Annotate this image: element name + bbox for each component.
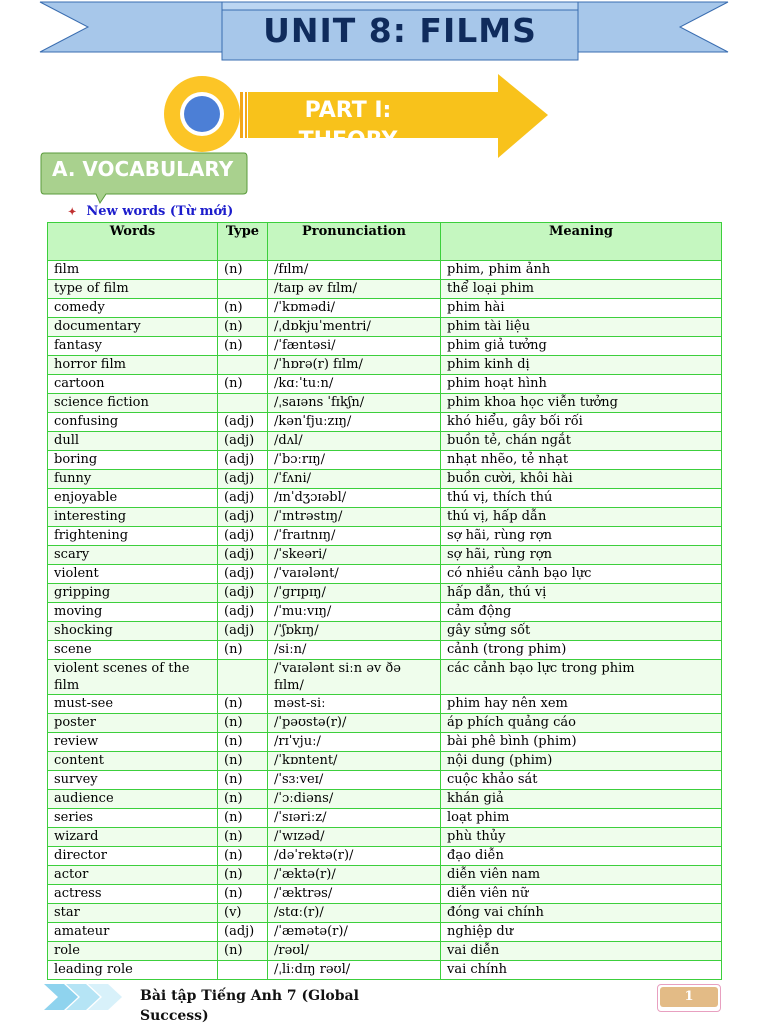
cell-word: actor xyxy=(48,866,218,885)
cell-pronunciation: /ˈsɜːveɪ/ xyxy=(268,771,441,790)
cell-pronunciation: /ˌsaɪəns ˈfɪkʃn/ xyxy=(268,394,441,413)
cell-pronunciation: /dəˈrektə(r)/ xyxy=(268,847,441,866)
table-row xyxy=(48,375,722,394)
cell-meaning: sợ hãi, rùng rợn xyxy=(441,546,722,565)
page-number: 1 xyxy=(660,987,718,1007)
table-row xyxy=(48,904,722,923)
header-type: Type xyxy=(218,223,268,261)
table-row xyxy=(48,394,722,413)
cell-word: fantasy xyxy=(48,337,218,356)
cell-meaning: cảm động xyxy=(441,603,722,622)
table-row xyxy=(48,828,722,847)
cell-type xyxy=(218,660,268,695)
cell-type: (n) xyxy=(218,337,268,356)
cell-pronunciation: /kənˈfjuːzɪŋ/ xyxy=(268,413,441,432)
table-row xyxy=(48,546,722,565)
cell-type: (v) xyxy=(218,904,268,923)
cell-pronunciation: /ˈkɒmədi/ xyxy=(268,299,441,318)
cell-type: (n) xyxy=(218,885,268,904)
cell-word: star xyxy=(48,904,218,923)
cell-type: (adj) xyxy=(218,451,268,470)
cell-meaning: nghiệp dư xyxy=(441,923,722,942)
cell-type: (n) xyxy=(218,771,268,790)
cell-pronunciation: /ˈɪntrəstɪŋ/ xyxy=(268,508,441,527)
cell-word: film xyxy=(48,261,218,280)
cell-word: shocking xyxy=(48,622,218,641)
cell-pronunciation: /dʌl/ xyxy=(268,432,441,451)
cell-pronunciation: /ˈfraɪtnɪŋ/ xyxy=(268,527,441,546)
table-row xyxy=(48,299,722,318)
cell-pronunciation: /ˈæktə(r)/ xyxy=(268,866,441,885)
cell-word: role xyxy=(48,942,218,961)
table-row xyxy=(48,337,722,356)
cell-word: audience xyxy=(48,790,218,809)
table-row xyxy=(48,660,722,695)
cell-type: (adj) xyxy=(218,622,268,641)
cell-meaning: khán giả xyxy=(441,790,722,809)
cell-type: (adj) xyxy=(218,546,268,565)
cell-type: (n) xyxy=(218,261,268,280)
table-row xyxy=(48,790,722,809)
cell-meaning: sợ hãi, rùng rợn xyxy=(441,527,722,546)
cell-word: interesting xyxy=(48,508,218,527)
new-words-heading xyxy=(68,203,233,221)
cell-meaning: các cảnh bạo lực trong phim xyxy=(441,660,722,695)
cell-pronunciation: /kɑːˈtuːn/ xyxy=(268,375,441,394)
table-body xyxy=(48,261,722,980)
cell-type xyxy=(218,961,268,980)
table-row xyxy=(48,584,722,603)
table-row xyxy=(48,714,722,733)
cell-pronunciation: /ɪnˈdʒɔɪəbl/ xyxy=(268,489,441,508)
cell-word: horror film xyxy=(48,356,218,375)
cell-word: content xyxy=(48,752,218,771)
cell-meaning: hấp dẫn, thú vị xyxy=(441,584,722,603)
cell-word: type of film xyxy=(48,280,218,299)
cell-type xyxy=(218,280,268,299)
table-row xyxy=(48,470,722,489)
cell-type: (n) xyxy=(218,299,268,318)
cell-pronunciation: /ˈɔːdiəns/ xyxy=(268,790,441,809)
table-row xyxy=(48,942,722,961)
cell-type: (n) xyxy=(218,752,268,771)
table-row xyxy=(48,451,722,470)
cell-pronunciation: /ˈvaɪələnt/ xyxy=(268,565,441,584)
cell-meaning: thể loại phim xyxy=(441,280,722,299)
table-row xyxy=(48,771,722,790)
cell-word: gripping xyxy=(48,584,218,603)
cell-word: actress xyxy=(48,885,218,904)
cell-meaning: thú vị, thích thú xyxy=(441,489,722,508)
cell-pronunciation: /ˈæktrəs/ xyxy=(268,885,441,904)
table-row xyxy=(48,261,722,280)
cell-word: funny xyxy=(48,470,218,489)
cell-meaning: diễn viên nữ xyxy=(441,885,722,904)
cell-type xyxy=(218,356,268,375)
table-row xyxy=(48,622,722,641)
cell-pronunciation: /ˈæmətə(r)/ xyxy=(268,923,441,942)
table-row xyxy=(48,280,722,299)
table-row xyxy=(48,318,722,337)
table-row xyxy=(48,641,722,660)
cell-pronunciation: /ˈfæntəsi/ xyxy=(268,337,441,356)
table-row xyxy=(48,603,722,622)
cell-pronunciation: /ˈkɒntent/ xyxy=(268,752,441,771)
cell-type: (n) xyxy=(218,318,268,337)
cell-type: (adj) xyxy=(218,584,268,603)
cell-word: science fiction xyxy=(48,394,218,413)
cell-type: (adj) xyxy=(218,432,268,451)
cell-word: violent scenes of the film xyxy=(48,660,218,695)
cell-meaning: phù thủy xyxy=(441,828,722,847)
cell-word: director xyxy=(48,847,218,866)
cell-word: scary xyxy=(48,546,218,565)
table-row xyxy=(48,866,722,885)
cell-type: (adj) xyxy=(218,923,268,942)
cell-pronunciation: /ˈpəʊstə(r)/ xyxy=(268,714,441,733)
table-row xyxy=(48,733,722,752)
cell-meaning: phim giả tưởng xyxy=(441,337,722,356)
cell-type: (adj) xyxy=(218,508,268,527)
table-row xyxy=(48,432,722,451)
table-header-row xyxy=(48,223,722,261)
table-row xyxy=(48,885,722,904)
cell-pronunciation: /stɑː(r)/ xyxy=(268,904,441,923)
cell-word: wizard xyxy=(48,828,218,847)
cell-pronunciation: /rɪˈvjuː/ xyxy=(268,733,441,752)
cell-meaning: đóng vai chính xyxy=(441,904,722,923)
cell-pronunciation: /fɪlm/ xyxy=(268,261,441,280)
cell-pronunciation: /rəʊl/ xyxy=(268,942,441,961)
cell-meaning: thú vị, hấp dẫn xyxy=(441,508,722,527)
star-bullet-icon: ✦ xyxy=(68,207,77,218)
cell-word: scene xyxy=(48,641,218,660)
cell-pronunciation: /siːn/ xyxy=(268,641,441,660)
cell-pronunciation: məst-siː xyxy=(268,695,441,714)
cell-meaning: nội dung (phim) xyxy=(441,752,722,771)
cell-meaning: phim hoạt hình xyxy=(441,375,722,394)
table-row xyxy=(48,508,722,527)
cell-pronunciation: /ˈmuːvɪŋ/ xyxy=(268,603,441,622)
cell-word: review xyxy=(48,733,218,752)
cell-type xyxy=(218,394,268,413)
cell-word: series xyxy=(48,809,218,828)
cell-word: boring xyxy=(48,451,218,470)
table-row xyxy=(48,961,722,980)
cell-meaning: phim khoa học viễn tưởng xyxy=(441,394,722,413)
cell-meaning: vai diễn xyxy=(441,942,722,961)
cell-pronunciation: /ˌliːdɪŋ rəʊl/ xyxy=(268,961,441,980)
cell-meaning: cảnh (trong phim) xyxy=(441,641,722,660)
part-label: PART I: THEORY xyxy=(298,98,398,153)
section-label: A. VOCABULARY xyxy=(52,157,234,181)
cell-meaning: phim, phim ảnh xyxy=(441,261,722,280)
cell-type: (adj) xyxy=(218,603,268,622)
table-row xyxy=(48,489,722,508)
cell-type: (n) xyxy=(218,828,268,847)
cell-meaning: nhạt nhẽo, tẻ nhạt xyxy=(441,451,722,470)
cell-pronunciation: /ˌdɒkjuˈmentri/ xyxy=(268,318,441,337)
cell-type: (n) xyxy=(218,847,268,866)
cell-word: documentary xyxy=(48,318,218,337)
cell-word: frightening xyxy=(48,527,218,546)
cell-pronunciation: /ˈʃɒkɪŋ/ xyxy=(268,622,441,641)
cell-type: (n) xyxy=(218,695,268,714)
cell-meaning: buồn cười, khôi hài xyxy=(441,470,722,489)
table-row xyxy=(48,847,722,866)
cell-pronunciation: /ˈwɪzəd/ xyxy=(268,828,441,847)
vocabulary-table xyxy=(47,222,722,980)
cell-type: (n) xyxy=(218,733,268,752)
cell-pronunciation: /ˈfʌni/ xyxy=(268,470,441,489)
table-row xyxy=(48,695,722,714)
cell-pronunciation: /ˈvaɪələnt siːn əv ðə fɪlm/ xyxy=(268,660,441,695)
table-row xyxy=(48,527,722,546)
new-words-label: New words (Từ mới) xyxy=(86,204,234,219)
cell-word: survey xyxy=(48,771,218,790)
cell-word: poster xyxy=(48,714,218,733)
cell-word: violent xyxy=(48,565,218,584)
footer-book-title: Bài tập Tiếng Anh 7 (Global Success) xyxy=(140,988,359,1024)
cell-meaning: phim hài xyxy=(441,299,722,318)
table-row xyxy=(48,923,722,942)
cell-meaning: vai chính xyxy=(441,961,722,980)
cell-type: (n) xyxy=(218,641,268,660)
cell-type: (n) xyxy=(218,942,268,961)
header-pronunciation: Pronunciation xyxy=(268,223,441,261)
unit-title: UNIT 8: FILMS xyxy=(263,11,537,50)
cell-meaning: khó hiểu, gây bối rối xyxy=(441,413,722,432)
cell-type: (n) xyxy=(218,375,268,394)
cell-meaning: phim tài liệu xyxy=(441,318,722,337)
cell-meaning: gây sửng sốt xyxy=(441,622,722,641)
cell-type: (n) xyxy=(218,809,268,828)
cell-type: (adj) xyxy=(218,527,268,546)
cell-word: confusing xyxy=(48,413,218,432)
cell-word: must-see xyxy=(48,695,218,714)
cell-pronunciation: /ˈbɔːrɪŋ/ xyxy=(268,451,441,470)
cell-type: (adj) xyxy=(218,413,268,432)
cell-meaning: cuộc khảo sát xyxy=(441,771,722,790)
cell-meaning: phim hay nên xem xyxy=(441,695,722,714)
cell-pronunciation: /ˈsɪəriːz/ xyxy=(268,809,441,828)
cell-pronunciation: /ˈhɒrə(r) fɪlm/ xyxy=(268,356,441,375)
cell-word: moving xyxy=(48,603,218,622)
cell-type: (adj) xyxy=(218,489,268,508)
cell-word: comedy xyxy=(48,299,218,318)
cell-meaning: bài phê bình (phim) xyxy=(441,733,722,752)
cell-meaning: áp phích quảng cáo xyxy=(441,714,722,733)
cell-word: cartoon xyxy=(48,375,218,394)
cell-word: enjoyable xyxy=(48,489,218,508)
cell-word: amateur xyxy=(48,923,218,942)
cell-type: (n) xyxy=(218,866,268,885)
header-words: Words xyxy=(48,223,218,261)
table-row xyxy=(48,752,722,771)
table-row xyxy=(48,413,722,432)
cell-meaning: diễn viên nam xyxy=(441,866,722,885)
chevron-arrows-icon xyxy=(44,982,128,1012)
cell-type: (adj) xyxy=(218,470,268,489)
cell-meaning: loạt phim xyxy=(441,809,722,828)
cell-type: (adj) xyxy=(218,565,268,584)
table-row xyxy=(48,565,722,584)
cell-meaning: buồn tẻ, chán ngắt xyxy=(441,432,722,451)
cell-type: (n) xyxy=(218,790,268,809)
cell-pronunciation: /ˈɡrɪpɪŋ/ xyxy=(268,584,441,603)
cell-meaning: có nhiều cảnh bạo lực xyxy=(441,565,722,584)
cell-pronunciation: /taɪp əv fɪlm/ xyxy=(268,280,441,299)
table-row xyxy=(48,809,722,828)
cell-word: dull xyxy=(48,432,218,451)
cell-meaning: phim kinh dị xyxy=(441,356,722,375)
table-row xyxy=(48,356,722,375)
cell-pronunciation: /ˈskeəri/ xyxy=(268,546,441,565)
cell-meaning: đạo diễn xyxy=(441,847,722,866)
cell-type: (n) xyxy=(218,714,268,733)
header-meaning: Meaning xyxy=(441,223,722,261)
cell-word: leading role xyxy=(48,961,218,980)
